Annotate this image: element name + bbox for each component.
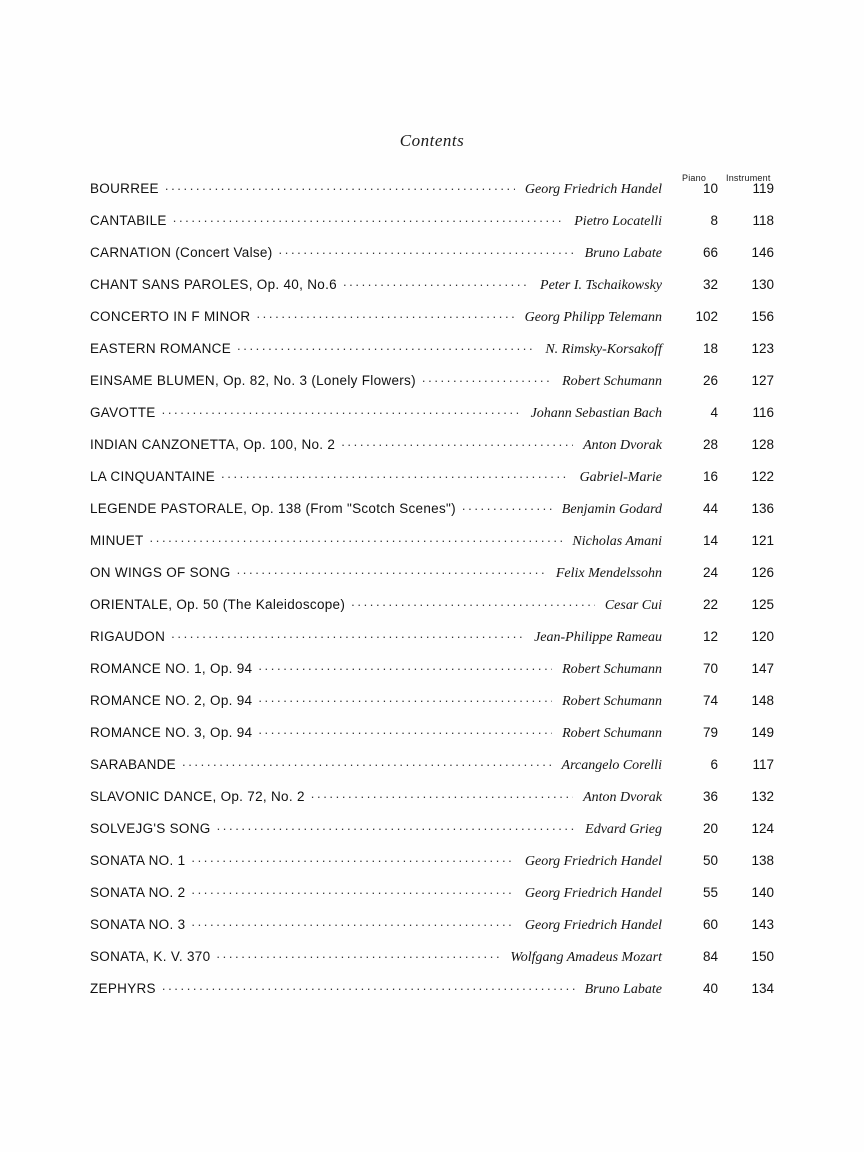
leader-dots <box>182 756 552 769</box>
entry-piano-page: 44 <box>702 501 718 516</box>
entry-composer: Georg Friedrich Handel <box>524 854 662 869</box>
entry-instrument-page: 149 <box>751 725 774 740</box>
entry-composer: Anton Dvorak <box>583 438 662 453</box>
entry-title: ROMANCE NO. 2, Op. 94 <box>90 693 253 708</box>
entry-instrument-page: 143 <box>751 917 774 932</box>
entry-instrument-page: 119 <box>752 181 774 196</box>
leader-dots <box>258 724 552 737</box>
leader-dots <box>462 500 552 513</box>
leader-dots <box>173 212 565 225</box>
table-row[interactable] <box>90 788 774 820</box>
entry-instrument-page: 123 <box>751 341 774 356</box>
table-row[interactable] <box>90 308 774 340</box>
entry-composer: Cesar Cui <box>604 598 662 613</box>
entry-composer: Georg Friedrich Handel <box>524 886 662 901</box>
table-row[interactable] <box>90 980 774 1012</box>
table-row[interactable] <box>90 468 774 500</box>
table-row[interactable] <box>90 180 774 212</box>
entry-instrument-page: 146 <box>751 245 774 260</box>
entry-composer: Bruno Labate <box>584 246 662 261</box>
entry-piano-page: 102 <box>695 309 718 324</box>
leader-dots <box>162 980 575 993</box>
entry-instrument-page: 138 <box>751 853 774 868</box>
leader-dots <box>217 820 576 833</box>
entry-title: SONATA NO. 3 <box>90 917 186 932</box>
entry-instrument-page: 125 <box>751 597 774 612</box>
entry-title: ORIENTALE, Op. 50 (The Kaleidoscope) <box>90 597 346 612</box>
entry-instrument-page: 140 <box>751 885 774 900</box>
entry-composer: Robert Schumann <box>562 726 662 741</box>
entry-title: LA CINQUANTAINE <box>90 469 216 484</box>
leader-dots <box>258 692 552 705</box>
entry-piano-page: 32 <box>702 277 718 292</box>
entry-piano-page: 12 <box>702 629 718 644</box>
entry-title: MINUET <box>90 533 144 548</box>
entry-composer: Georg Friedrich Handel <box>524 918 662 933</box>
table-row[interactable] <box>90 724 774 756</box>
entry-title: GAVOTTE <box>90 405 156 420</box>
entry-title: CARNATION (Concert Valse) <box>90 245 273 260</box>
entry-composer: N. Rimsky-Korsakoff <box>545 342 662 357</box>
entry-title: CANTABILE <box>90 213 167 228</box>
entry-title: CHANT SANS PAROLES, Op. 40, No.6 <box>90 277 337 292</box>
table-row[interactable] <box>90 436 774 468</box>
entry-composer: Felix Mendelssohn <box>555 566 662 581</box>
entry-piano-page: 24 <box>702 565 718 580</box>
table-row[interactable] <box>90 884 774 916</box>
table-row[interactable] <box>90 532 774 564</box>
entry-composer: Wolfgang Amadeus Mozart <box>510 950 662 965</box>
entry-piano-page: 4 <box>710 405 718 420</box>
entry-instrument-page: 136 <box>751 501 774 516</box>
entry-composer: Robert Schumann <box>562 694 662 709</box>
entry-piano-page: 14 <box>702 533 718 548</box>
table-of-contents <box>90 180 774 1012</box>
entry-instrument-page: 116 <box>752 405 774 420</box>
entry-piano-page: 60 <box>702 917 718 932</box>
entry-composer: Robert Schumann <box>562 374 662 389</box>
entry-piano-page: 79 <box>702 725 718 740</box>
table-row[interactable] <box>90 372 774 404</box>
entry-piano-page: 74 <box>702 693 718 708</box>
entry-piano-page: 55 <box>702 885 718 900</box>
leader-dots <box>191 884 515 897</box>
table-row[interactable] <box>90 212 774 244</box>
entry-composer: Bruno Labate <box>584 982 662 997</box>
entry-composer: Anton Dvorak <box>583 790 662 805</box>
table-row[interactable] <box>90 276 774 308</box>
entry-piano-page: 8 <box>710 213 718 228</box>
leader-dots <box>162 404 521 417</box>
entry-instrument-page: 118 <box>752 213 774 228</box>
entry-piano-page: 22 <box>702 597 718 612</box>
leader-dots <box>422 372 552 385</box>
entry-composer: Georg Philipp Telemann <box>524 310 662 325</box>
entry-title: RIGAUDON <box>90 629 166 644</box>
entry-piano-page: 28 <box>702 437 718 452</box>
entry-title: EASTERN ROMANCE <box>90 341 232 356</box>
entry-title: ROMANCE NO. 1, Op. 94 <box>90 661 253 676</box>
entry-instrument-page: 124 <box>751 821 774 836</box>
column-header-instrument: Instrument <box>726 173 771 183</box>
entry-piano-page: 70 <box>702 661 718 676</box>
entry-title: ON WINGS OF SONG <box>90 565 231 580</box>
table-row[interactable] <box>90 340 774 372</box>
leader-dots <box>311 788 573 801</box>
entry-title: INDIAN CANZONETTA, Op. 100, No. 2 <box>90 437 336 452</box>
entry-composer: Benjamin Godard <box>561 502 662 517</box>
entry-instrument-page: 134 <box>751 981 774 996</box>
entry-piano-page: 36 <box>702 789 718 804</box>
entry-title: BOURREE <box>90 181 159 196</box>
table-row[interactable] <box>90 596 774 628</box>
leader-dots <box>341 436 573 449</box>
leader-dots <box>221 468 570 481</box>
entry-piano-page: 20 <box>702 821 718 836</box>
column-header-piano: Piano <box>682 173 707 183</box>
entry-composer: Gabriel-Marie <box>579 470 662 485</box>
leader-dots <box>171 628 524 641</box>
entry-title: EINSAME BLUMEN, Op. 82, No. 3 (Lonely Flowers) <box>90 373 416 388</box>
entry-piano-page: 66 <box>702 245 718 260</box>
page-title: Contents <box>399 131 465 150</box>
table-row[interactable] <box>90 820 774 852</box>
leader-dots <box>279 244 575 257</box>
entry-piano-page: 16 <box>702 469 718 484</box>
entry-title: CONCERTO IN F MINOR <box>90 309 251 324</box>
entry-piano-page: 10 <box>702 181 718 196</box>
entry-instrument-page: 156 <box>751 309 774 324</box>
entry-instrument-page: 122 <box>751 469 774 484</box>
entry-piano-page: 40 <box>702 981 718 996</box>
entry-title: SLAVONIC DANCE, Op. 72, No. 2 <box>90 789 305 804</box>
entry-composer: Georg Friedrich Handel <box>524 182 662 197</box>
entry-piano-page: 84 <box>702 949 718 964</box>
entry-piano-page: 26 <box>702 373 718 388</box>
entry-instrument-page: 130 <box>751 277 774 292</box>
entry-instrument-page: 120 <box>751 629 774 644</box>
entry-composer: Edvard Grieg <box>585 822 662 837</box>
table-row[interactable] <box>90 628 774 660</box>
entry-instrument-page: 148 <box>751 693 774 708</box>
entry-title: SOLVEJG'S SONG <box>90 821 211 836</box>
table-row[interactable] <box>90 756 774 788</box>
leader-dots <box>165 180 515 193</box>
table-row[interactable] <box>90 244 774 276</box>
entry-instrument-page: 150 <box>751 949 774 964</box>
entry-composer: Robert Schumann <box>562 662 662 677</box>
entry-title: SONATA NO. 2 <box>90 885 186 900</box>
leader-dots <box>150 532 563 545</box>
entry-piano-page: 50 <box>702 853 718 868</box>
entry-composer: Pietro Locatelli <box>574 214 662 229</box>
leader-dots <box>216 948 500 961</box>
table-row[interactable] <box>90 948 774 980</box>
entry-title: SARABANDE <box>90 757 176 772</box>
table-row[interactable] <box>90 660 774 692</box>
entry-title: LEGENDE PASTORALE, Op. 138 (From "Scotch Scenes") <box>90 501 456 516</box>
table-row[interactable] <box>90 404 774 436</box>
leader-dots <box>343 276 530 289</box>
entry-title: ROMANCE NO. 3, Op. 94 <box>90 725 253 740</box>
table-row[interactable] <box>90 916 774 948</box>
leader-dots <box>237 340 535 353</box>
leader-dots <box>191 916 515 929</box>
leader-dots <box>191 852 515 865</box>
leader-dots <box>258 660 552 673</box>
entry-instrument-page: 126 <box>751 565 774 580</box>
leader-dots <box>237 564 546 577</box>
entry-instrument-page: 128 <box>751 437 774 452</box>
entry-title: SONATA NO. 1 <box>90 853 186 868</box>
entry-instrument-page: 147 <box>751 661 774 676</box>
table-row[interactable] <box>90 692 774 724</box>
entry-piano-page: 6 <box>710 757 718 772</box>
entry-composer: Johann Sebastian Bach <box>530 406 662 421</box>
table-row[interactable] <box>90 564 774 596</box>
entry-title: SONATA, K. V. 370 <box>90 949 211 964</box>
entry-composer: Arcangelo Corelli <box>561 758 662 773</box>
leader-dots <box>351 596 595 609</box>
entry-title: ZEPHYRS <box>90 981 156 996</box>
entry-composer: Nicholas Amani <box>572 534 662 549</box>
table-row[interactable] <box>90 500 774 532</box>
entry-instrument-page: 121 <box>751 533 774 548</box>
leader-dots <box>256 308 514 321</box>
entry-composer: Peter I. Tschaikowsky <box>540 278 662 293</box>
entry-piano-page: 18 <box>702 341 718 356</box>
entry-composer: Jean-Philippe Rameau <box>534 630 662 645</box>
entry-instrument-page: 127 <box>751 373 774 388</box>
entry-instrument-page: 117 <box>752 757 774 772</box>
entry-instrument-page: 132 <box>751 789 774 804</box>
table-row[interactable] <box>90 852 774 884</box>
